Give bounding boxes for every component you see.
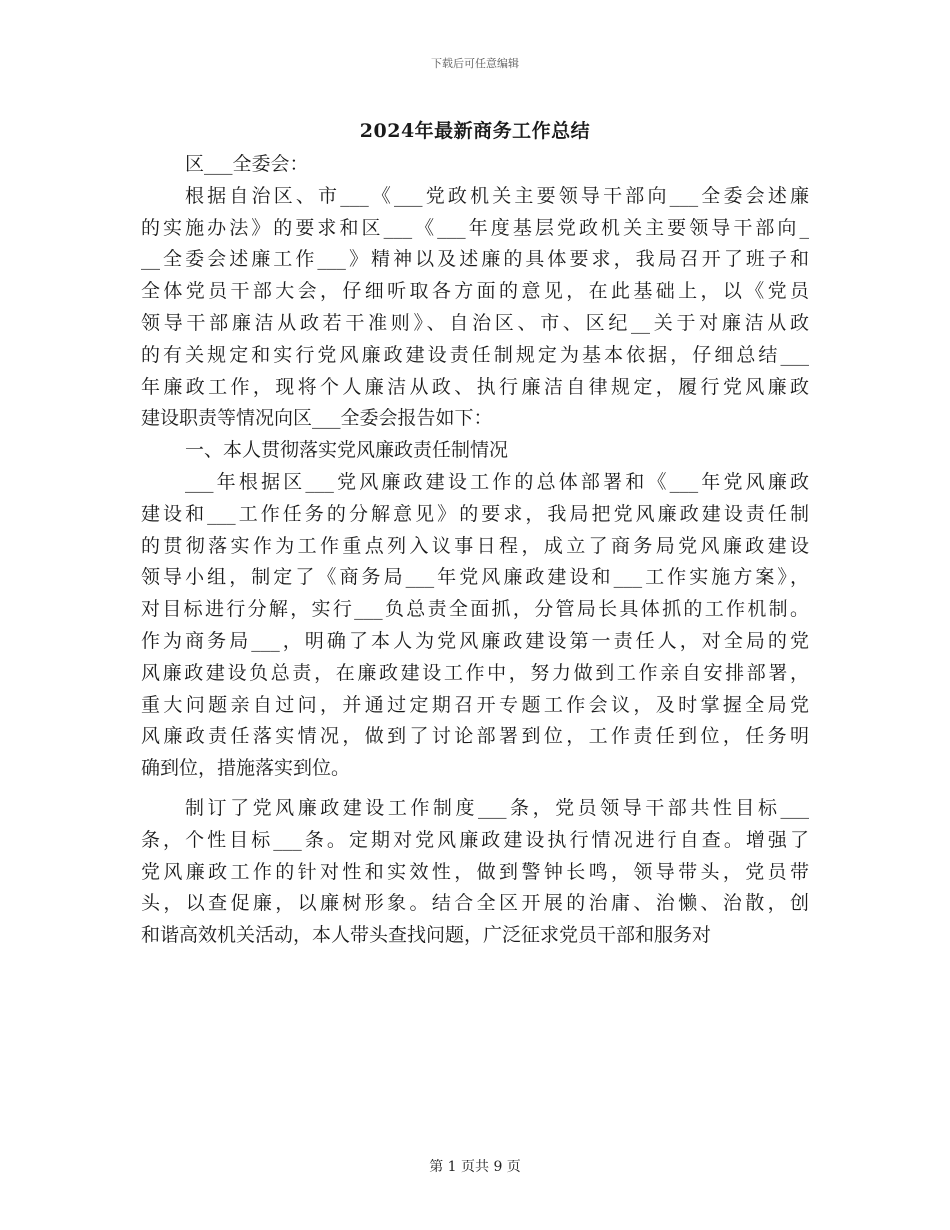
- paragraph-line: 对目标进行分解，实行___负总责全面抓，分管局长具体抓的工作机制。: [141, 598, 809, 621]
- paragraph-line: 全体党员干部大会，仔细听取各方面的意见，在此基础上，以《党员: [141, 280, 809, 303]
- paragraph-line: 党风廉政工作的针对性和实效性，做到警钟长鸣，领导带头，党员带: [141, 860, 809, 883]
- section-heading: 一、本人贯彻落实党风廉政责任制情况: [185, 439, 509, 462]
- paragraph-line: 的有关规定和实行党风廉政建设责任制规定为基本依据，仔细总结___: [141, 343, 809, 366]
- page-number-footer: 第 1 页共 9 页: [429, 1159, 521, 1175]
- paragraph-line: 制订了党风廉政建设工作制度___条，党员领导干部共性目标___: [185, 796, 809, 819]
- paragraph-line: 年廉政工作，现将个人廉洁从政、执行廉洁自律规定，履行党风廉政: [141, 375, 809, 398]
- paragraph-line: 领导干部廉洁从政若干准则》、自治区、市、区纪__关于对廉洁从政: [141, 311, 809, 334]
- paragraph-line: 建设和___工作任务的分解意见》的要求，我局把党风廉政建设责任制: [141, 502, 809, 525]
- paragraph-line: 条，个性目标___条。定期对党风廉政建设执行情况进行自查。增强了: [141, 828, 809, 851]
- paragraph-line: 根据自治区、市___《___党政机关主要领导干部向___全委会述廉: [185, 184, 809, 207]
- paragraph-line: 和谐高效机关活动，本人带头查找问题，广泛征求党员干部和服务对: [141, 924, 712, 947]
- header-note: 下载后可任意编辑: [431, 57, 519, 70]
- paragraph-line: 确到位，措施落实到位。: [141, 757, 351, 780]
- paragraph-line: 建设职责等情况向区___全委会报告如下：: [141, 407, 493, 430]
- paragraph-line: ___年根据区___党风廉政建设工作的总体部署和《___年党风廉政: [185, 470, 809, 493]
- paragraph-line: 重大问题亲自过问，并通过定期召开专题工作会议，及时掌握全局党: [141, 693, 809, 716]
- paragraph-line: 的实施办法》的要求和区___《___年度基层党政机关主要领导干部向_: [141, 216, 809, 239]
- paragraph-line: 领导小组，制定了《商务局___年党风廉政建设和___工作实施方案》，: [141, 566, 809, 589]
- paragraph-line: 作为商务局___，明确了本人为党风廉政建设第一责任人，对全局的党: [141, 629, 809, 652]
- paragraph-line: 风廉政责任落实情况，做到了讨论部署到位，工作责任到位，任务明: [141, 725, 809, 748]
- paragraph-line: __全委会述廉工作___》精神以及述廉的具体要求，我局召开了班子和: [141, 248, 809, 271]
- document-body: [141, 149, 809, 952]
- paragraph-spacer: [141, 785, 809, 793]
- paragraph-line: 的贯彻落实作为工作重点列入议事日程，成立了商务局党风廉政建设: [141, 534, 809, 557]
- document-title: 2024年最新商务工作总结: [359, 120, 591, 142]
- salutation-line: 区___全委会：: [185, 153, 309, 175]
- paragraph-line: 风廉政建设负总责，在廉政建设工作中，努力做到工作亲自安排部署，: [141, 661, 809, 684]
- paragraph-line: 头，以查促廉，以廉树形象。结合全区开展的治庸、治懒、治散，创: [141, 892, 809, 915]
